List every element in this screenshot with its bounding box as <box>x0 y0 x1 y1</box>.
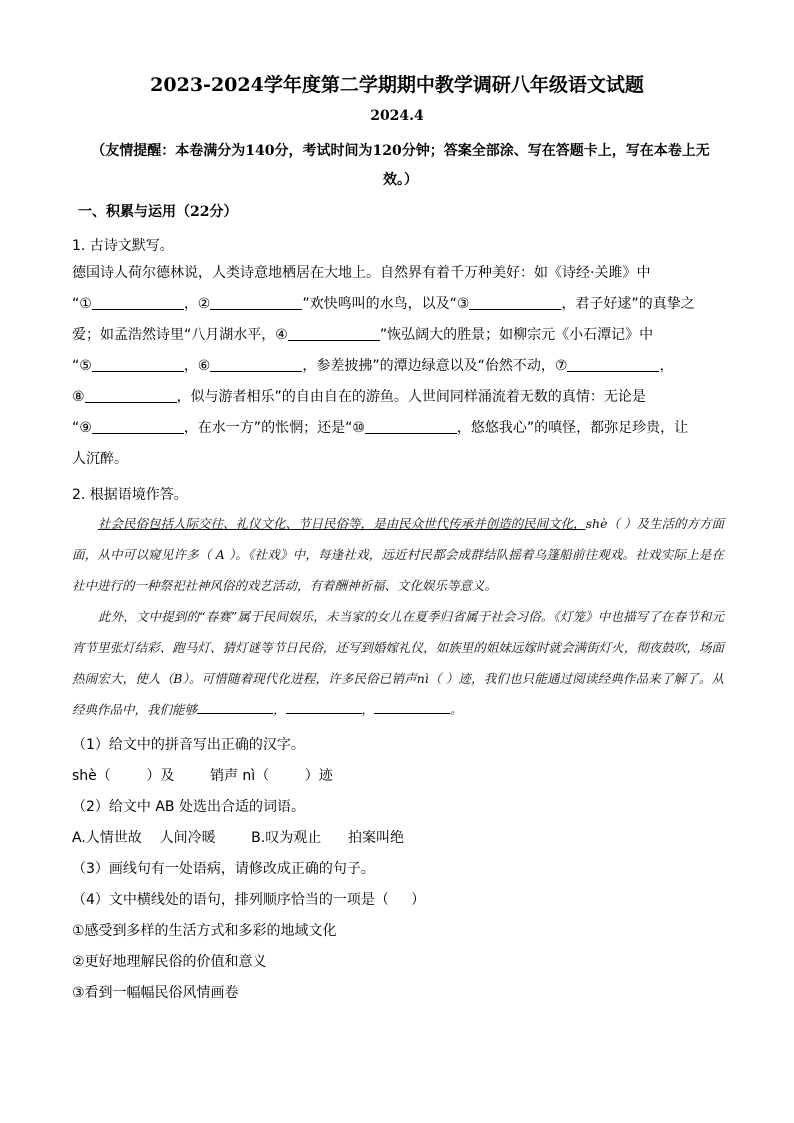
answer-blank[interactable] <box>92 357 184 372</box>
sub-question-1-answers: shè（ ）及 销声 nì（ ）迹 <box>72 768 333 784</box>
q1-line-5: ⑧ ，似与游者相乐”的自由自在的游鱼。人世间同样涌流着无数的真情：无论是 <box>72 389 646 405</box>
passage-paragraph-1: 社会民俗包括人际交往、礼仪文化、节日民俗等，是由民众世代传承并创造的民间文化，shè（ ）及生活的方方面面，从中可以窥见许多（ A ）。《社戏》中，每逢社戏，远近村民都会成群结队摇着乌篷船前往观戏。社戏实际上是在社中进行的一种祭祀社神风俗的戏艺活动，有着酬神祈福、文化娱乐等意义。 <box>72 516 724 593</box>
answer-blank[interactable] <box>210 295 302 310</box>
q1-line-4: “⑤ ，⑥ ，参差披拂”的潭边绿意以及“佁然不动，⑦ ， <box>72 358 674 374</box>
q1-line-6: “⑨ ，在水一方”的怅惘；还是“⑩ ，悠悠我心”的嗔怪，都弥足珍贵，让 <box>72 420 689 436</box>
answer-blank[interactable] <box>92 419 184 434</box>
exam-notice: （友情提醒：本卷满分为140分，考试时间为120分钟；答案全部涂、写在答题卡上，写在本卷上无效。） <box>91 143 710 188</box>
section-heading: 一、积累与运用（22分） <box>78 204 238 220</box>
underlined-sentence: 社会民俗包括人际交往、礼仪文化、节日民俗等，是由民众世代传承并创造的民间文化， <box>98 516 586 531</box>
q1-line-3: 爱；如孟浩然诗里“八月湖水平，④ ”恢弘阔大的胜景；如柳宗元《小石潭记》中 <box>72 327 654 343</box>
answer-blank[interactable] <box>288 326 380 341</box>
answer-blank[interactable] <box>210 357 302 372</box>
answer-blank[interactable] <box>92 295 184 310</box>
option-2: ②更好地理解民俗的价值和意义 <box>72 954 267 970</box>
sub-question-2-options: A.人情世故 人间冷暖 B.叹为观止 拍案叫绝 <box>72 830 404 846</box>
sub-question-4: （4）文中横线处的语句，排列顺序恰当的一项是（ ） <box>72 892 426 908</box>
answer-blank[interactable] <box>365 419 457 434</box>
q1-line-2: “① ，② ”欢快鸣叫的水鸟，以及“③ ，君子好逑”的真挚之 <box>72 296 695 312</box>
sub-question-1: （1）给文中的拼音写出正确的汉字。 <box>72 737 305 753</box>
answer-blank[interactable] <box>197 701 273 714</box>
question-2-passage <box>72 508 724 725</box>
passage-paragraph-2: 此外，文中提到的“春赛”属于民间娱乐，未当家的女儿在夏季归省属于社会习俗。《灯笼》中也描写了在春节和元宵节里张灯结彩、跑马灯、猜灯谜等节日民俗，还写到婚嫁礼仪，如族里的姐妹远嫁时就会满街灯火，彻夜鼓吹，场面热闹宏大，使人（B）。可惜随着现代化进程，许多民俗已销声nì（ ）迹，我们也只能通过阅读经典作品来了解了。从经典作品中，我们能够 ， ， 。 <box>72 609 724 717</box>
q1-line-7: 人沉醉。 <box>72 451 128 467</box>
answer-blank[interactable] <box>85 388 177 403</box>
sub-question-3: （3）画线句有一处语病，请修改成正确的句子。 <box>72 861 375 877</box>
sub-question-2: （2）给文中 AB 处选出合适的词语。 <box>72 799 305 815</box>
exam-title: 2023-2024学年度第二学期期中教学调研八年级语文试题 <box>150 74 644 96</box>
exam-date: 2024.4 <box>370 108 424 124</box>
q1-line-1: 德国诗人荷尔德林说，人类诗意地栖居在大地上。自然界有着千万种美好：如《诗经·关雎》中 <box>72 265 651 281</box>
question-1-label: 1. 古诗文默写。 <box>72 238 174 254</box>
question-1-body <box>72 258 724 475</box>
option-1: ①感受到多样的生活方式和多彩的地域文化 <box>72 923 337 939</box>
answer-blank[interactable] <box>469 295 561 310</box>
answer-blank[interactable] <box>374 701 450 714</box>
question-2-label: 2. 根据语境作答。 <box>72 487 188 503</box>
answer-blank[interactable] <box>567 357 659 372</box>
answer-blank[interactable] <box>286 701 362 714</box>
option-3: ③看到一幅幅民俗风情画卷 <box>72 985 239 1001</box>
